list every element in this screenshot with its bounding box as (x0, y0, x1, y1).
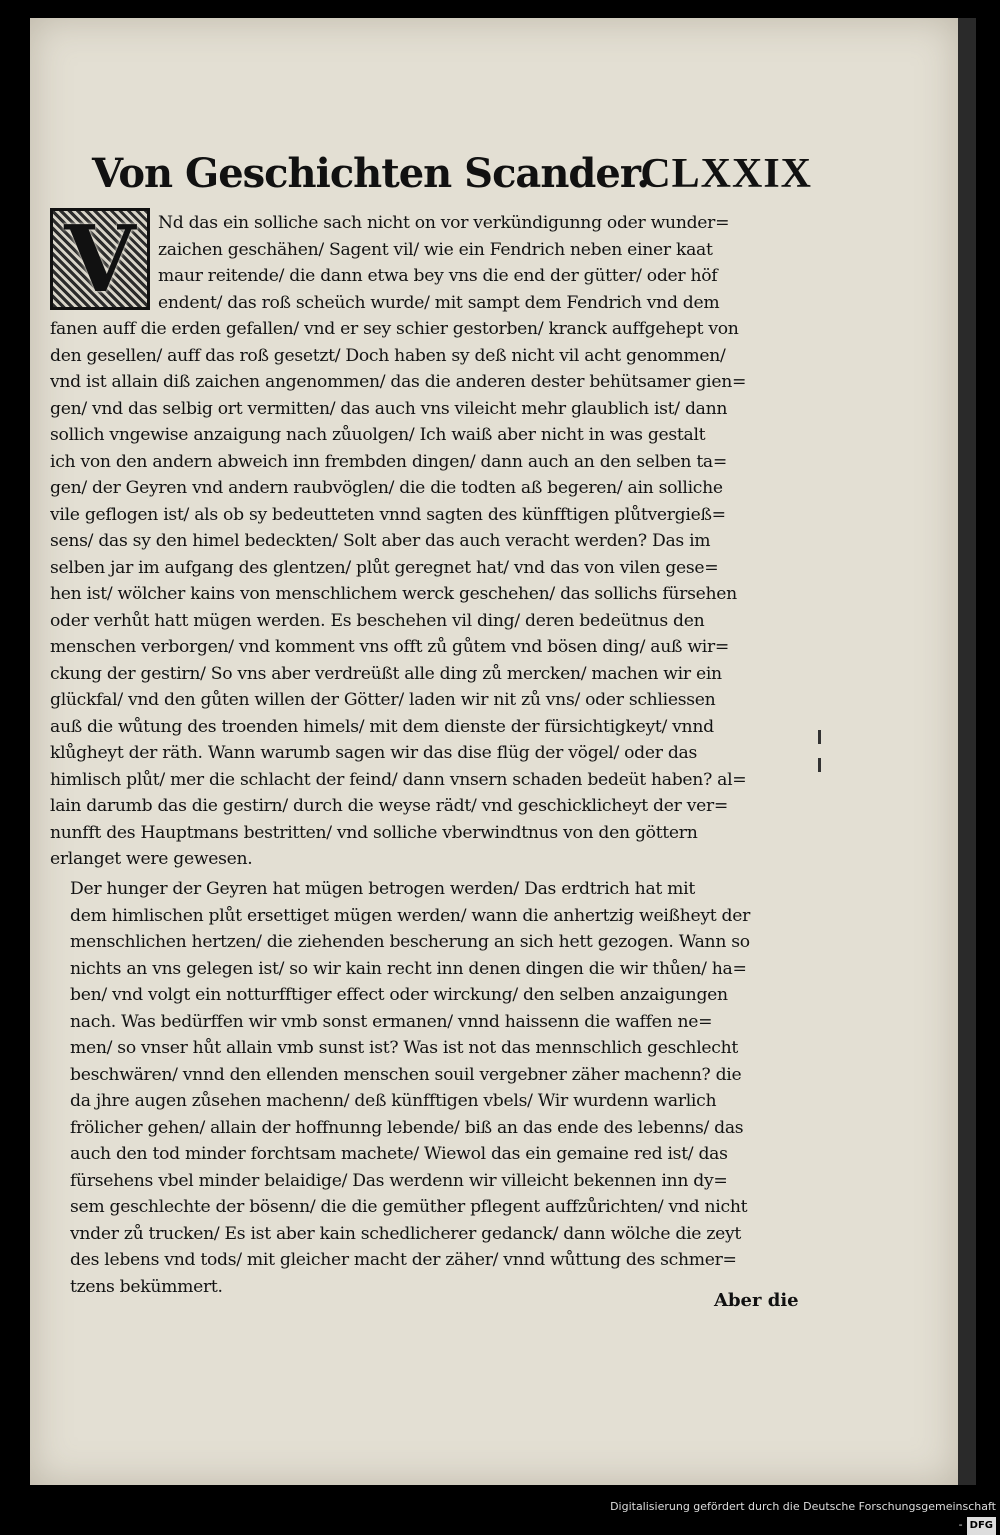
text-line: des lebens vnd tods/ mit gleicher macht der zäher/ vnnd wůttung des schmer= (70, 1250, 737, 1270)
text-line: menschlichen hertzen/ die ziehenden bescherung an sich hett gezogen. Wann so (70, 932, 750, 952)
paragraph-2 (70, 876, 812, 1300)
text-line: gen/ der Geyren vnd andern raubvöglen/ die die todten aß begeren/ ain solliche (50, 478, 723, 498)
text-line: oder verhůt hatt mügen werden. Es beschehen vil ding/ deren bedeütnus den (50, 610, 705, 631)
text-line: sollich vngewise anzaigung nach zůuolgen/ Ich waiß aber nicht in was gestalt (50, 425, 706, 445)
catchword: Aber die (714, 1290, 799, 1311)
dfg-logo: DFG (967, 1517, 996, 1535)
text-line: tzens bekümmert. (70, 1276, 223, 1297)
text-line: menschen verborgen/ vnd komment vns offt zů gůtem vnd bösen ding/ auß wir= (50, 637, 729, 657)
footer-credit (606, 1498, 996, 1531)
text-line: sens/ das sy den himel bedeckten/ Solt aber das auch veracht werden? Das im (50, 531, 711, 551)
text-line: erlanget were gewesen. (50, 849, 253, 869)
text-line: frölicher gehen/ allain der hoffnunng lebende/ biß an das ende des lebenns/ das (70, 1117, 744, 1138)
text-line: glückfal/ vnd den gůten willen der Götter/ laden wir nit zů vns/ oder schliessen (50, 690, 716, 710)
margin-mark (818, 730, 821, 744)
paragraph-1 (50, 205, 810, 873)
text-line: himlisch plůt/ mer die schlacht der feind/ dann vnsern schaden bedeüt haben? al= (50, 769, 747, 790)
text-line: dem himlischen plůt ersettiget mügen werden/ wann die anhertzig weißheyt der (70, 905, 751, 926)
text-line: den gesellen/ auff das roß gesetzt/ Doch haben sy deß nicht vil acht genommen/ (50, 345, 726, 366)
text-line: auß die wůtung des troenden himels/ mit dem dienste der fürsichtigkeyt/ vnnd (50, 716, 714, 737)
text-line: hen ist/ wölcher kains von menschlichem werck geschehen/ das sollichs fürsehen (50, 584, 737, 604)
text-line: selben jar im aufgang des glentzen/ plůt geregnet hat/ vnd das von vilen gese= (50, 557, 719, 578)
running-title: Von Geschichten Scander. (92, 150, 650, 197)
text-line: vnder zů trucken/ Es ist aber kain schedlicherer gedanck/ dann wölche die zeyt (70, 1223, 741, 1244)
text-line: Der hunger der Geyren hat mügen betrogen werden/ Das erdtrich hat mit (70, 879, 695, 899)
text-line: beschwären/ vnnd den ellenden menschen souil vergebner zäher machenn? die (70, 1064, 742, 1085)
text-line: maur reitende/ die dann etwa bey vns die end der gütter/ oder höf (158, 266, 718, 286)
text-line: sem geschlechte der bösenn/ die die gemüther pflegent auffzůrichten/ vnd nicht (70, 1197, 748, 1217)
text-line: auch den tod minder forchtsam machete/ Wiewol das ein gemaine red ist/ das (70, 1144, 728, 1164)
text-line: ich von den andern abweich inn frembden dingen/ dann auch an den selben ta= (50, 451, 727, 472)
page-header (92, 150, 812, 210)
text-line: ben/ vnd volgt ein notturfftiger effect oder wirckung/ den selben anzaigungen (70, 985, 728, 1005)
text-line: ckung der gestirn/ So vns aber verdreüßt alle ding zů mercken/ machen wir ein (50, 663, 722, 684)
text-line: gen/ vnd das selbig ort vermitten/ das auch vns vileicht mehr glaublich ist/ dann (50, 398, 728, 419)
text-line: Nd das ein solliche sach nicht on vor verkündigunng oder wunder= (158, 213, 730, 233)
text-line: zaichen geschähen/ Sagent vil/ wie ein Fendrich neben einer kaat (158, 239, 713, 260)
text-line: nichts an vns gelegen ist/ so wir kain recht inn denen dingen die wir thůen/ ha= (70, 958, 747, 979)
text-line: fanen auff die erden gefallen/ vnd er sey schier gestorben/ kranck auffgehept von (50, 319, 739, 339)
footer-text: Digitalisierung gefördert durch die Deutsche Forschungsgemeinschaft - (610, 1500, 996, 1531)
text-line: endent/ das roß scheüch wurde/ mit sampt dem Fendrich vnd dem (158, 292, 720, 313)
page-edge (958, 18, 976, 1485)
initial-letter: V (64, 205, 136, 313)
text-line: klůgheyt der räth. Wann warumb sagen wir das dise flüg der vögel/ oder das (50, 743, 698, 763)
text-line: vnd ist allain diß zaichen angenommen/ das die anderen dester behütsamer gien= (50, 372, 747, 392)
text-line: fürsehens vbel minder belaidige/ Das werdenn wir villeicht bekennen inn dy= (70, 1170, 728, 1191)
text-line: nach. Was bedürffen wir vmb sonst ermanen/ vnnd haissenn die waffen ne= (70, 1011, 713, 1032)
text-line: men/ so vnser hůt allain vmb sunst ist? Was ist not das mennschlich geschlecht (70, 1038, 738, 1058)
text-line: nunfft des Hauptmans bestritten/ vnd solliche vberwindtnus von den göttern (50, 822, 698, 843)
text-line: vile geflogen ist/ als ob sy bedeutteten vnnd sagten des künfftigen plůtvergieß= (50, 504, 726, 525)
text-line: da jhre augen zůsehen machenn/ deß künfftigen vbels/ Wir wurdenn warlich (70, 1091, 717, 1111)
text-line: lain darumb das die gestirn/ durch die weyse rädt/ vnd geschicklicheyt der ver= (50, 796, 729, 816)
folio-number: CLXXIX (640, 151, 812, 197)
margin-mark (818, 758, 821, 772)
